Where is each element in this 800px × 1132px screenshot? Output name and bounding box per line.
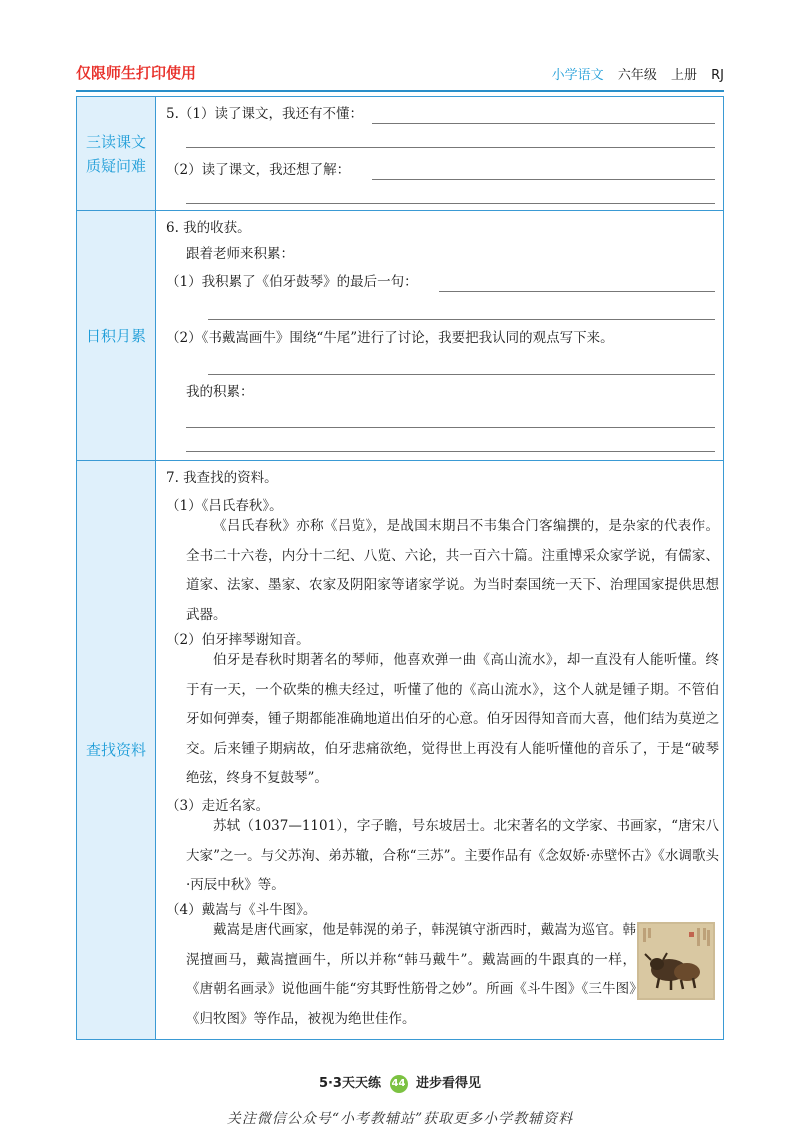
page-header: [76, 62, 724, 86]
section-research-row: [77, 461, 723, 1039]
question-5-1: 5.（1）读了课文，我还有不懂：: [166, 106, 363, 122]
book-info: [552, 64, 724, 83]
grade-label: 六年级: [617, 68, 657, 83]
header-divider: [76, 90, 724, 92]
section-content: [156, 211, 723, 460]
footer-slogan: 进步看得见: [416, 1076, 482, 1091]
question-7: 7. 我查找的资料。: [166, 470, 278, 486]
page-footer: [0, 1072, 800, 1093]
question-6-2: （2）《书戴嵩画牛》围绕“牛尾”进行了讨论，我要把我认同的观点写下来。: [166, 330, 614, 346]
section-label-cell: [77, 461, 156, 1039]
footer-brand: 5·3天天练: [318, 1076, 381, 1091]
question-5-2: （2）读了课文，我还想了解：: [166, 162, 351, 178]
subject-label: 小学语文: [551, 68, 604, 83]
item-text: 苏轼（1037—1101），字子瞻，号东坡居士。北宋著名的文学家、书画家，“唐宋八大家”之一。与父苏洵、弟苏辙，合称“三苏”。主要作品有《念奴娇·赤壁怀古》《水调歌头·丙辰中秋》等。: [186, 818, 719, 893]
answer-line[interactable]: [208, 374, 715, 375]
section-accumulate-row: [77, 211, 723, 461]
section-label-cell: [77, 97, 156, 210]
item-text: 伯牙是春秋时期著名的琴师，他喜欢弹一曲《高山流水》，却一直没有人能听懂。终于有一天，一个砍柴的樵夫经过，听懂了他的《高山流水》，这个人就是锺子期。不管伯牙如何弹奏，锺子期都能准确地道出伯牙的心意。伯牙因得知音而大喜，他们结为莫逆之交。后来锺子期病故，伯牙悲痛欲绝，觉得世上再没有人能听懂他的音乐了，于是“破琴绝弦，终身不复鼓琴”。: [186, 652, 719, 786]
item-text: 《吕氏春秋》亦称《吕览》，是战国末期吕不韦集合门客编撰的，是杂家的代表作。全书二十六卷，内分十二纪、八览、六论，共一百六十篇。注重博采众家学说，有儒家、道家、法家、墨家、农家及阴阳家等诸家学说。为当时秦国统一天下、治理国家提供思想武器。: [186, 518, 719, 623]
print-notice: 仅限师生打印使用: [76, 64, 197, 82]
answer-line[interactable]: [372, 179, 715, 180]
section-content: [156, 97, 723, 210]
item-title: （3）走近名家。: [166, 798, 270, 814]
answer-line[interactable]: [186, 147, 715, 148]
item-title: （4）戴嵩与《斗牛图》。: [166, 902, 317, 918]
section-label: 查找资料: [85, 741, 146, 759]
item-text: 戴嵩是唐代画家，他是韩滉的弟子，韩滉镇守浙西时，戴嵩为巡官。韩滉擅画马，戴嵩擅画牛，所以并称“韩马戴牛”。戴嵩画的牛跟真的一样，《唐朝名画录》说他画牛能“穷其野性筋骨之妙”。所画《斗牛图》《三牛图》《归牧图》等作品，被视为绝世佳作。: [186, 922, 636, 1027]
bull-painting-image: [637, 922, 715, 1000]
accumulate-intro: 跟着老师来积累：: [186, 246, 294, 262]
section-question-row: [77, 97, 723, 211]
answer-line[interactable]: [186, 451, 715, 452]
my-accumulation: 我的积累：: [186, 384, 254, 400]
section-label-cell: [77, 211, 156, 460]
section-label: 三读课文 质疑问难: [85, 132, 146, 175]
answer-line[interactable]: [186, 203, 715, 204]
section-label: 日积月累: [85, 326, 146, 345]
question-6: 6. 我的收获。: [166, 220, 251, 236]
answer-line[interactable]: [186, 427, 715, 428]
answer-line[interactable]: [439, 291, 715, 292]
question-6-1: （1）我积累了《伯牙鼓琴》的最后一句：: [166, 274, 418, 290]
item-title: （2）伯牙摔琴谢知音。: [166, 632, 310, 648]
answer-line[interactable]: [208, 319, 715, 320]
worksheet-table: [76, 96, 724, 1040]
volume-label: 上册: [670, 68, 697, 83]
watermark-text: 关注微信公众号“小考教辅站”获取更多小学教辅资料: [226, 1111, 574, 1127]
edition-label: RJ: [711, 68, 724, 83]
page-number-badge: 44: [390, 1075, 408, 1093]
item-title: （1）《吕氏春秋》。: [166, 498, 283, 514]
answer-line[interactable]: [372, 123, 715, 124]
